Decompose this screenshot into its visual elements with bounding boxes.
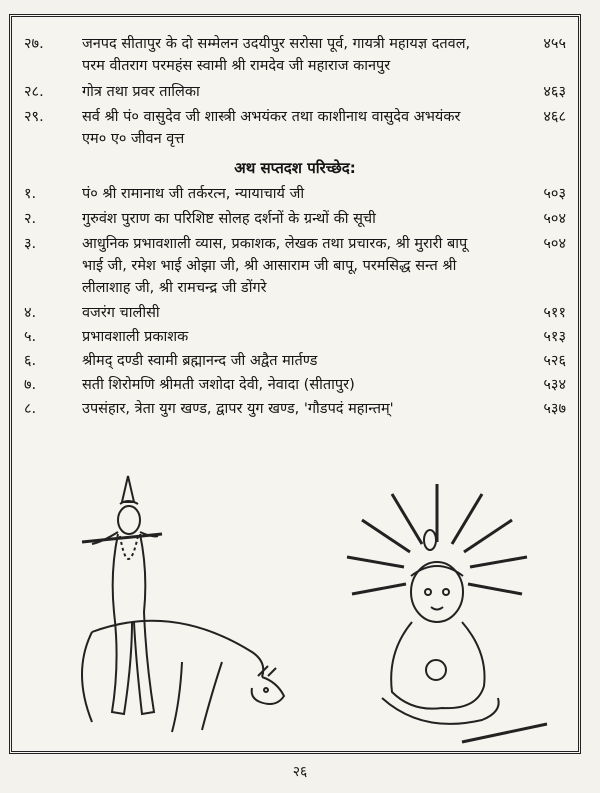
entry-number: ३. [24,236,37,252]
entry-title: आधुनिक प्रभावशाली व्यास, प्रकाशक, लेखक तथा प्रचारक, श्री मुरारी बापू भाई जी, रमेश भाई ओझा जी, श्री आसाराम जी बापू, परमसिद्ध सन्त श्री लीलाशाह जी, श्री रामचन्द्र जी डोंगरे [82,236,468,296]
entry-page: ५३४ [543,377,566,393]
entry-title: गुरुवंश पुराण का परिशिष्ट सोलह दर्शनों के ग्रन्थों की सूची [82,211,376,227]
entry-number: ५. [24,329,37,345]
entry-page: ५३७ [543,401,566,417]
entry-page: ४६८ [543,109,566,125]
entry-number: ४. [24,305,37,321]
entry-title: वजरंग चालीसी [82,305,160,321]
entry-title: सती शिरोमणि श्रीमती जशोदा देवी, नेवादा (सीतापुर) [82,377,355,393]
entry-page: ४६३ [543,84,566,100]
entry-page: ४५५ [543,36,566,52]
entry-number: ८. [24,401,37,417]
entry-page: ५११ [543,305,566,321]
entry-title: सर्व श्री पं० वासुदेव जी शास्त्री अभयंकर तथा काशीनाथ वासुदेव अभयंकर एम० ए० जीवन वृत्त [82,109,461,147]
entry-title: उपसंहार, त्रेता युग खण्ड, द्वापर युग खण्ड, 'गौडपदं महान्तम्' [82,401,394,417]
entry-number: २८. [24,84,44,100]
entry-page: ५०४ [543,211,566,227]
entry-number: १. [24,186,37,202]
entry-number: २. [24,211,37,227]
krishna-with-cow-icon [62,462,292,752]
bal-krishna-icon [312,472,562,752]
entry-number: ६. [24,353,37,369]
entry-page: ५०३ [543,186,566,202]
entry-title: जनपद सीतापुर के दो सम्मेलन उदयीपुर सरोसा पूर्व, गायत्री महायज्ञ दतवल, परम वीतराग परमहंस स्वामी श्री रामदेव जी महाराज कानपुर [82,36,471,74]
page-number: २६ [292,764,308,780]
entry-title: प्रभावशाली प्रकाशक [82,329,189,345]
entry-page: ५२६ [543,353,566,369]
entry-title: श्रीमद् दण्डी स्वामी ब्रह्मानन्द जी अद्वैत मार्तण्ड [82,353,318,369]
entry-title: पं० श्री रामानाथ जी तर्करत्न, न्यायाचार्य जी [82,186,305,202]
entry-page: ५०४ [543,236,566,252]
entry-number: ७. [24,377,37,393]
entry-title: गोत्र तथा प्रवर तालिका [82,84,200,100]
entry-number: २९. [24,109,44,125]
entry-page: ५१३ [543,329,566,345]
entry-number: २७. [24,36,44,52]
page-frame [9,14,581,754]
section-heading: अथ सप्तदश परिच्छेद: [234,159,356,177]
